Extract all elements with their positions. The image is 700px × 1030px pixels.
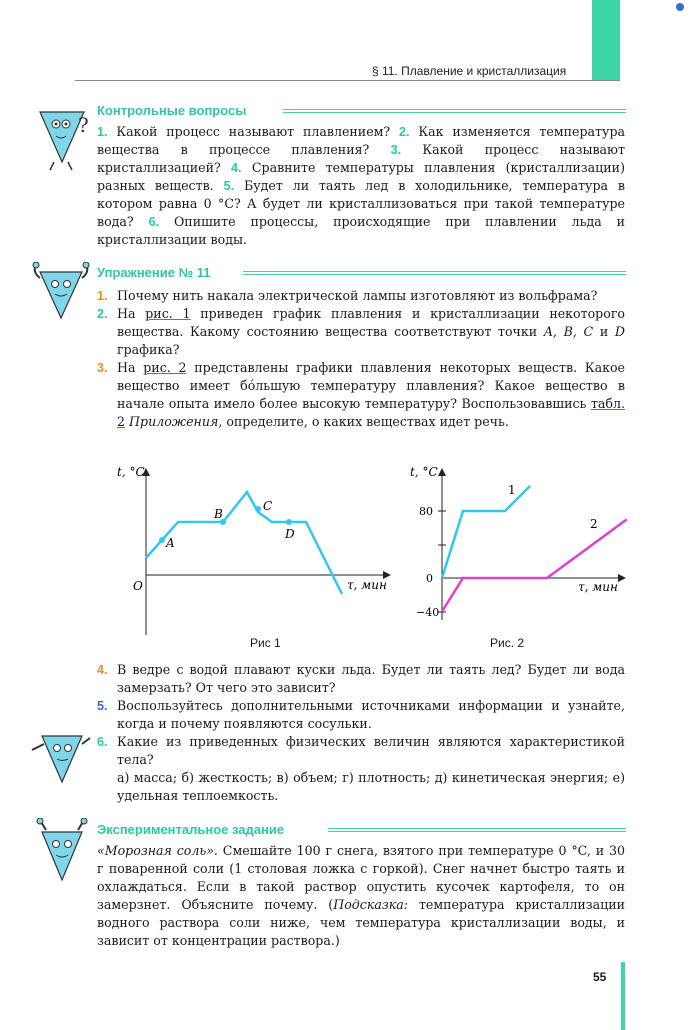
experiment-mascot-icon — [32, 818, 92, 888]
origin-label: O — [133, 579, 143, 593]
section-rule — [283, 109, 626, 113]
point-c-label: C — [263, 499, 273, 513]
running-head-rule — [75, 80, 620, 81]
figure-link[interactable]: рис. 1 — [145, 306, 191, 321]
item-number: 5. — [97, 699, 108, 713]
series-2-label: 2 — [590, 517, 598, 531]
item-text: Какие из приведенных физических величин являются характеристикой тела? а) масса; б) жесткость; в) объем; г) плотность; д) кинетическая энергия; е) удельная теплоемкость. — [117, 734, 625, 803]
point-a-marker — [159, 537, 165, 543]
y-axis-label: t, °C — [117, 465, 145, 479]
item-number: 4. — [97, 663, 108, 677]
point-a-label: A — [166, 536, 175, 550]
item-number: 1. — [97, 289, 108, 303]
pointing-mascot-icon — [30, 728, 92, 788]
svg-text:?: ? — [78, 113, 89, 137]
experimental-text: «Морозная соль». Смешайте 100 г снега, взятого при температуре 0 °C, и 30 г поваренной соли (1 столовая ложка с горкой). Снег начнет быстро таять и охлаждаться. Если в такой раствор опустить кусочек картофеля, то он замерзнет. Объясните почему. (Подсказка: температура кристаллизации водного раствора соли ниже, чем температура кристаллизации воды, и зависит от концентрации раствора.) — [97, 843, 625, 948]
table-link[interactable]: табл. 2 — [117, 396, 625, 429]
top-accent-bar — [592, 0, 620, 80]
figure-2-caption: Рис. 2 — [490, 636, 525, 650]
list-item — [97, 287, 625, 305]
exercise-list-bottom — [97, 661, 625, 805]
y-axis-label: t, °C — [410, 465, 438, 479]
item-number: 6. — [97, 735, 108, 749]
running-head: § 11. Плавление и кристаллизация — [372, 64, 567, 78]
item-text: На рис. 2 представлены графики плавления некоторых веществ. Какое вещество имеет бóльшую температуру плавления? Какое вещество в начале опыта имело более высокую температуру? Воспользовавшись табл. 2 Приложения, определите, о каких веществах идет речь. — [117, 360, 625, 429]
section-title-experimental: Экспериментальное задание — [97, 822, 285, 837]
x-axis-label: τ, мин — [347, 578, 387, 592]
list-item — [97, 733, 625, 805]
hint-label: Подсказка: — [333, 897, 408, 912]
q-number: 3. — [390, 143, 402, 157]
page-number: 55 — [593, 970, 607, 984]
section-rule — [243, 271, 626, 275]
item-text: Воспользуйтесь дополнительными источниками информации и узнайте, когда и почему появляются сосульки. — [117, 698, 625, 731]
q-text: Как изменяется температура вещества в процессе плавления? — [97, 124, 626, 157]
control-questions-paragraph — [97, 123, 625, 249]
point-c-marker — [255, 506, 261, 512]
q-text: Какой процесс называют плавлением? — [107, 124, 400, 139]
y-tick-label: −40 — [416, 606, 440, 619]
item-text: В ведре с водой плавают куски льда. Будет ли таять лед? Будет ли вода замерзать? От чего это зависит? — [117, 662, 625, 695]
exercise-list-top — [97, 287, 625, 431]
q-number: 2. — [399, 125, 410, 139]
point-b-label: B — [214, 507, 223, 521]
corner-logo — [676, 3, 684, 11]
experiment-name: «Морозная соль». — [97, 843, 218, 858]
figure-2-chart — [400, 460, 630, 630]
list-item — [97, 359, 625, 431]
item-number: 3. — [97, 361, 108, 375]
series-1-line — [442, 486, 530, 578]
item-text: На рис. 1 приведен график плавления и кристаллизации некоторого вещества. Какому состоянию вещества соответствуют точки A, B, C и D графика? — [117, 306, 626, 357]
y-tick-label: 80 — [419, 505, 433, 518]
q-text: Какой процесс называют кристаллизацией? — [97, 142, 625, 175]
point-d-label: D — [285, 527, 295, 541]
point-d-marker — [286, 519, 292, 525]
list-item — [97, 697, 625, 733]
q-number: 4. — [231, 161, 242, 175]
item-number: 2. — [97, 307, 108, 321]
section-title-control: Контрольные вопросы — [97, 103, 247, 118]
q-number: 6. — [148, 215, 160, 229]
q-text: Опишите процессы, происходящие при плавлении льда и кристаллизации воды. — [97, 214, 625, 247]
melting-curve — [146, 492, 342, 594]
q-number: 5. — [223, 179, 235, 193]
q-text: Сравните температуры плавления (кристаллизации) разных веществ. — [97, 160, 625, 193]
thinking-mascot-icon — [34, 102, 92, 172]
strong-mascot-icon — [30, 262, 92, 324]
item-text: Почему нить накала электрической лампы изготовляют из вольфрама? — [117, 288, 598, 303]
figure-1-chart — [115, 460, 400, 660]
series-2-line — [442, 519, 627, 611]
figure-1-caption: Рис 1 — [250, 636, 281, 650]
y-tick-label: 0 — [426, 572, 433, 585]
list-item — [97, 305, 625, 359]
x-axis-label: τ, мин — [578, 580, 618, 594]
series-1-label: 1 — [508, 483, 516, 497]
list-item — [97, 661, 625, 697]
bottom-accent-bar — [621, 962, 625, 1030]
section-rule — [328, 828, 626, 832]
q-text: Будет ли таять лед в холодильнике, температура в котором равна 0 °C? А будет ли кристаллизоваться при такой температуре вода? — [97, 178, 625, 229]
q-number: 1. — [97, 125, 108, 139]
section-title-exercise: Упражнение № 11 — [97, 265, 211, 280]
figure-link[interactable]: рис. 2 — [143, 360, 187, 375]
